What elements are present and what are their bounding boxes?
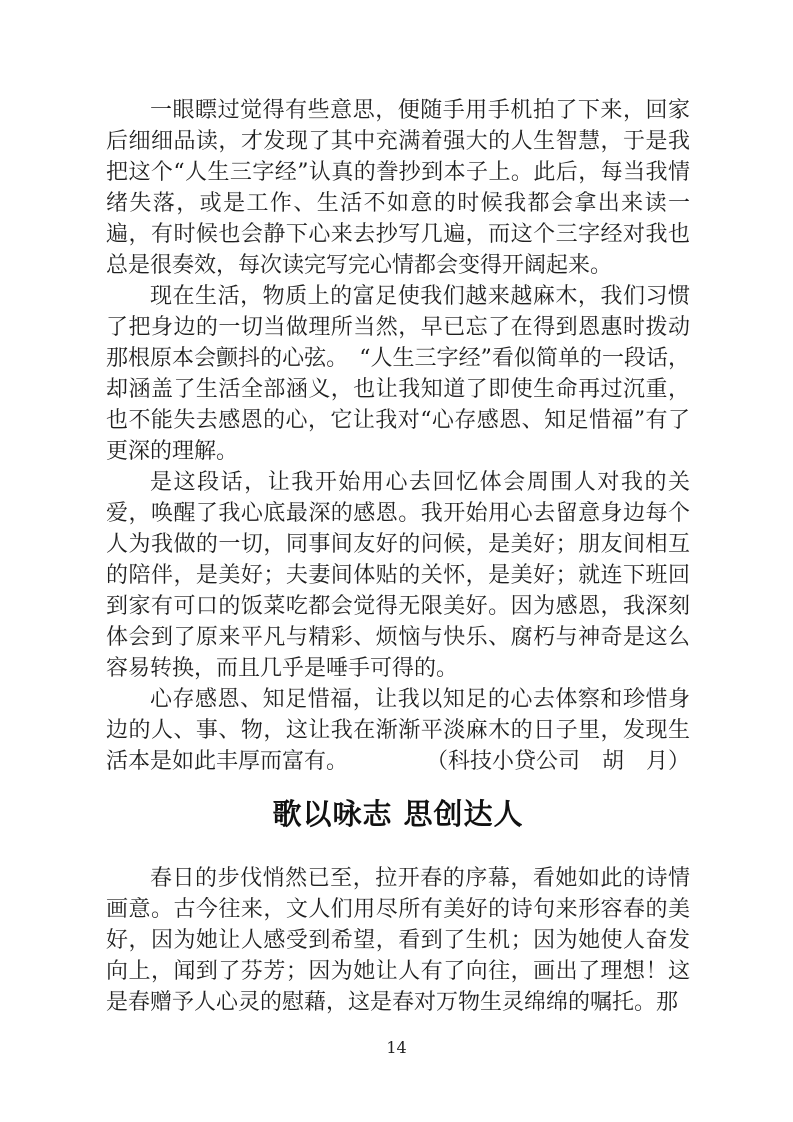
paragraph-1: 一眼瞟过觉得有些意思，便随手用手机拍了下来，回家后细细品读，才发现了其中充满着强大的人生智慧，于是我把这个“人生三字经”认真的誊抄到本子上。此后，每当我情绪失落，或是工作、生活不如意的时候我都会拿出来读一遍，有时候也会静下心来去抄写几遍，而这个三字经对我也总是很奏效，每次读完写完心情都会变得开阔起来。 <box>106 98 690 278</box>
section-heading: 歌以咏志 思创达人 <box>272 797 524 831</box>
paragraph-3: 是这段话，让我开始用心去回忆体会周围人对我的关爱，唤醒了我心底最深的感恩。我开始用心去留意身边每个人为我做的一切，同事间友好的问候，是美好；朋友间相互的陪伴，是美好；夫妻间体贴的关怀，是美好；就连下班回到家有可口的饭菜吃都会觉得无限美好。因为感恩，我深刻体会到了原来平凡与精彩、烦恼与快乐、腐朽与神奇是这么容易转换，而且几乎是唾手可得的。 <box>106 470 690 681</box>
paragraph-4 <box>106 684 690 777</box>
paragraph-5: 春日的步伐悄然已至，拉开春的序幕，看她如此的诗情画意。古今往来，文人们用尽所有美好的诗句来形容春的美好，因为她让人感受到希望，看到了生机；因为她使人奋发向上，闻到了芬芳；因为她让人有了向往，画出了理想！这是春赠予人心灵的慰藉，这是春对万物生灵绵绵的嘱托。那 <box>106 866 690 1015</box>
article-body <box>106 95 690 1018</box>
page-number: 14 <box>386 1038 407 1057</box>
author-attribution: （科技小贷公司 胡 月） <box>425 749 690 774</box>
paragraph-2: 现在生活，物质上的富足使我们越来越麻木，我们习惯了把身边的一切当做理所当然，早已忘了在得到恩惠时拨动那根原本会颤抖的心弦。 “人生三字经”看似简单的一段话，却涵盖了生活全部涵义，也让我知道了即使生命再过沉重，也不能失去感恩的心，它让我对“心存感恩、知足惜福”有了更深的理解。 <box>106 284 690 464</box>
paragraph-4-text: 心存感恩、知足惜福，让我以知足的心去体察和珍惜身边的人、事、物，这让我在渐渐平淡麻木的日子里，发现生活本是如此丰厚而富有。 <box>106 687 690 774</box>
